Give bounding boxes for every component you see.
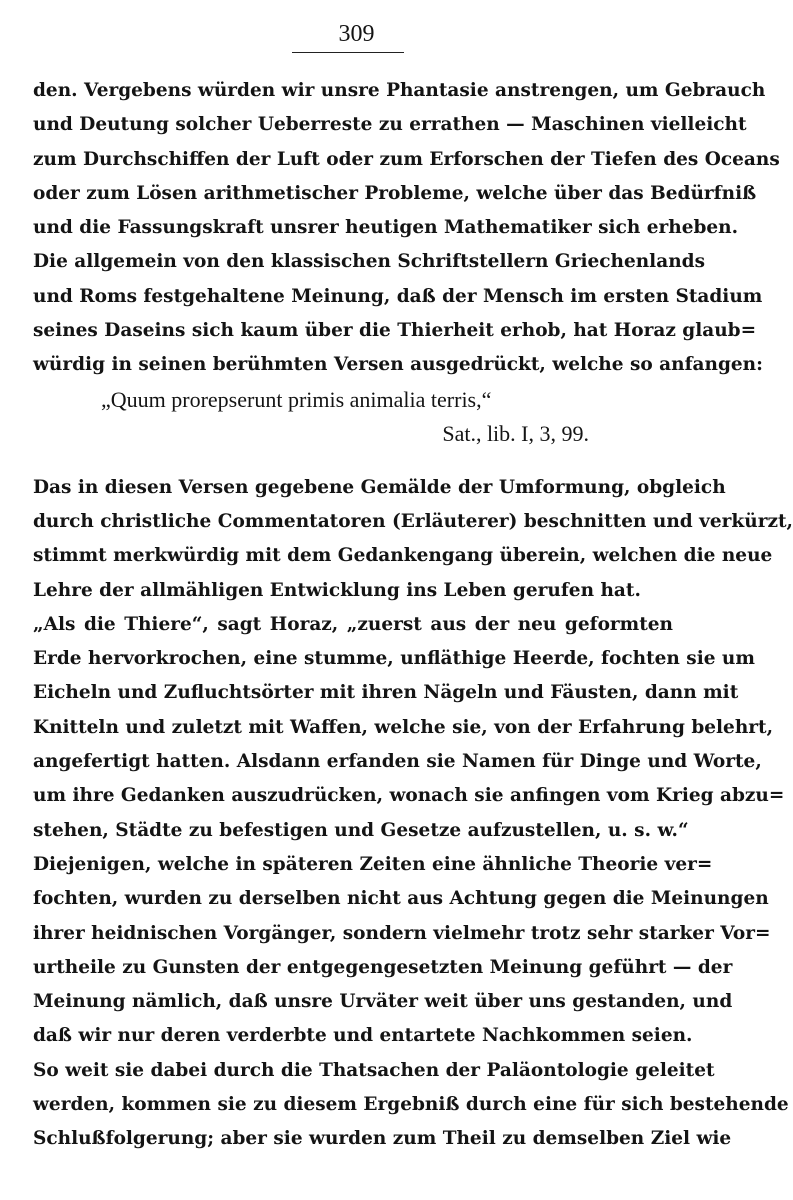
text-line: werden, kommen sie zu diesem Ergebniß durch eine für sich bestehende [33, 1094, 789, 1116]
text-line: fochten, wurden zu derselben nicht aus Achtung gegen die Meinungen [33, 888, 769, 910]
text-line: So weit sie dabei durch die Thatsachen der Paläontologie geleitet [33, 1059, 715, 1081]
paragraph [33, 848, 771, 1054]
text-line: Eicheln und Zufluchtsörter mit ihren Nägeln und Fäusten, dann mit [33, 682, 739, 704]
text-line: Die allgemein von den klassischen Schriftstellern Griechenlands [33, 251, 705, 273]
verse-quote [33, 385, 673, 465]
text-line: würdig in seinen berühmten Versen ausgedrückt, welche so anfangen: [33, 354, 763, 376]
text-line: und Roms festgehaltene Meinung, daß der Mensch im ersten Stadium [33, 285, 763, 307]
paragraphs-before-quote [33, 74, 780, 383]
text-line: Knitteln und zuletzt mit Waffen, welche sie, von der Erfahrung belehrt, [33, 716, 774, 738]
page-body [33, 74, 793, 1157]
text-line: Schlußfolgerung; aber sie wurden zum Theil zu demselben Ziel wie [33, 1128, 732, 1150]
text-line: und Deutung solcher Ueberreste zu errathen — Maschinen vielleicht [33, 114, 747, 136]
text-line: den. Vergebens würden wir unsre Phantasie anstrengen, um Gebrauch [33, 80, 766, 101]
text-line: Lehre der allmähligen Entwicklung ins Leben gerufen hat. [33, 579, 641, 601]
text-line: und die Fassungskraft unsrer heutigen Mathematiker sich erheben. [33, 217, 739, 239]
text-line: Das in diesen Versen gegebene Gemälde der Umformung, obgleich [33, 476, 726, 498]
quote-source: Sat., lib. I, 3, 99. [442, 420, 589, 446]
text-line: daß wir nur deren verderbte und entartete Nachkommen seien. [33, 1025, 693, 1047]
paragraph [33, 608, 785, 848]
quote-verse: „Quum prorepserunt primis animalia terris,“ [101, 386, 492, 412]
text-line: „Als die Thiere“, sagt Horaz, „zuerst aus der neu geformten [33, 613, 673, 635]
text-line: Diejenigen, welche in späteren Zeiten eine ähnliche Theorie ver= [33, 853, 713, 875]
text-line: oder zum Lösen arithmetischer Probleme, welche über das Bedürfniß [33, 182, 757, 204]
text-line: Meinung nämlich, daß unsre Urväter weit über uns gestanden, und [33, 991, 733, 1013]
paragraph [33, 1054, 789, 1157]
text-line: Erde hervorkrochen, eine stumme, unfläthige Heerde, fochten sie um [33, 648, 755, 670]
paragraph [33, 471, 793, 608]
page-number: 309 [338, 21, 375, 47]
text-line: urtheile zu Gunsten der entgegengesetzten Meinung geführt — der [33, 956, 733, 978]
paragraphs-after-quote [33, 471, 793, 1157]
text-line: stehen, Städte zu befestigen und Gesetze aufzustellen, u. s. w.“ [33, 819, 689, 841]
text-line: stimmt merkwürdig mit dem Gedankengang überein, welchen die neue [33, 545, 773, 567]
text-line: ihrer heidnischen Vorgänger, sondern vielmehr trotz sehr starker Vor= [33, 922, 771, 944]
text-line: seines Daseins sich kaum über die Thierheit erhob, hat Horaz glaub= [33, 320, 757, 342]
paragraph [33, 74, 780, 245]
text-line: um ihre Gedanken auszudrücken, wonach sie anfingen vom Krieg abzu= [33, 785, 785, 807]
text-line: zum Durchschiffen der Luft oder zum Erforschen der Tiefen des Oceans [33, 148, 780, 170]
text-line: durch christliche Commentatoren (Erläuterer) beschnitten und verkürzt, [33, 510, 793, 532]
header-rule [292, 52, 404, 53]
paragraph [33, 245, 763, 382]
text-line: angefertigt hatten. Alsdann erfanden sie Namen für Dinge und Worte, [33, 751, 762, 773]
